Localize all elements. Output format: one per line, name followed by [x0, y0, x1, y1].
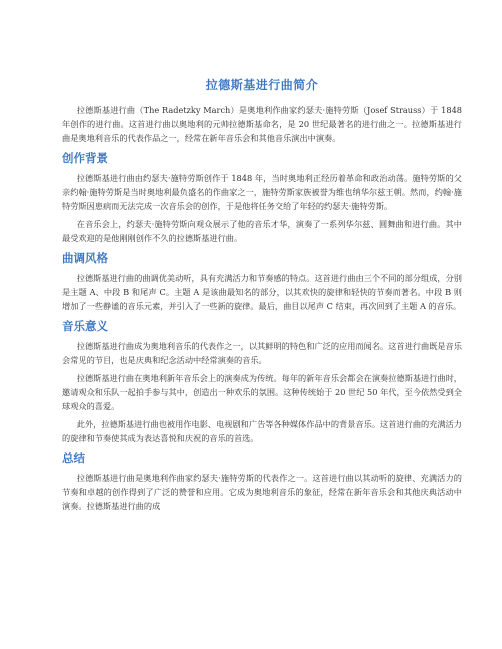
paragraph: 拉德斯基进行曲成为奥地利音乐的代表作之一，以其鲜明的特色和广泛的应用而闻名。这首进行曲既是音乐会常见的节目，也是庆典和纪念活动中经常演奏的音乐。 — [62, 341, 462, 365]
section-heading-style: 曲调风格 — [62, 251, 108, 265]
paragraph: 拉德斯基进行曲的曲调优美动听，具有充满活力和节奏感的特点。这首进行曲由三个不同的部分组成，分别是主题 A、中段 B 和尾声 C。主题 A 是该曲最知名的部分，以其欢快的旋律和轻快的节奏而著名。中段 B 则增加了一些静谧的音乐元素，并引入了一些新的旋律。最后，曲目以尾声 C 结束，再次回到了主题 A 的音乐。 — [62, 273, 462, 311]
paragraph: 在音乐会上，约瑟夫·施特劳斯向观众展示了他的音乐才华，演奏了一系列华尔兹、圆舞曲和进行曲。其中最受欢迎的是他刚刚创作不久的拉德斯基进行曲。 — [62, 219, 462, 243]
paragraph: 此外，拉德斯基进行曲也被用作电影、电视剧和广告等各种媒体作品中的背景音乐。这首进行曲的充满活力的旋律和节奏使其成为表达喜悦和庆祝的音乐的首选。 — [62, 419, 462, 443]
document-title: 拉德斯基进行曲简介 — [205, 78, 319, 92]
section-heading-background: 创作背景 — [62, 151, 108, 165]
paragraph: 拉德斯基进行曲是奥地利作曲家约瑟夫·施特劳斯的代表作之一。这首进行曲以其动听的旋律、充满活力的节奏和卓越的创作得到了广泛的赞誉和应用。它成为奥地利音乐的象征，经常在新年音乐会和其他庆典活动中演奏。拉德斯基进行曲的成 — [62, 473, 462, 511]
paragraph: 拉德斯基进行曲在奥地利新年音乐会上的演奏成为传统。每年的新年音乐会都会在演奏拉德斯基进行曲时，邀请观众和乐队一起拍手参与其中，创造出一种欢乐的氛围。这种传统始于 20 世纪 50 年代，至今依然受到全球观众的喜爱。 — [62, 373, 462, 411]
intro-paragraph: 拉德斯基进行曲（The Radetzky March）是奥地利作曲家约瑟夫·施特劳斯（Josef Strauss）于 1848 年创作的进行曲。这首进行曲以奥地利的元帅拉德斯基命名，是 20 世纪最著名的进行曲之一。拉德斯基进行曲是奥地利音乐的代表作品之一，经常在新年音乐会和其他音乐演出中演奏。 — [62, 105, 462, 143]
section-heading-summary: 总结 — [62, 451, 85, 465]
section-heading-significance: 音乐意义 — [62, 319, 108, 333]
paragraph: 拉德斯基进行曲由约瑟夫·施特劳斯创作于 1848 年，当时奥地利正经历着革命和政治动荡。施特劳斯的父亲约翰·施特劳斯是当时奥地利最负盛名的作曲家之一，施特劳斯家族被誉为维也纳华尔兹王朝。然而，约翰·施特劳斯因患病而无法完成一次音乐会的创作，于是他将任务交给了年轻的约瑟夫·施特劳斯。 — [62, 173, 462, 211]
